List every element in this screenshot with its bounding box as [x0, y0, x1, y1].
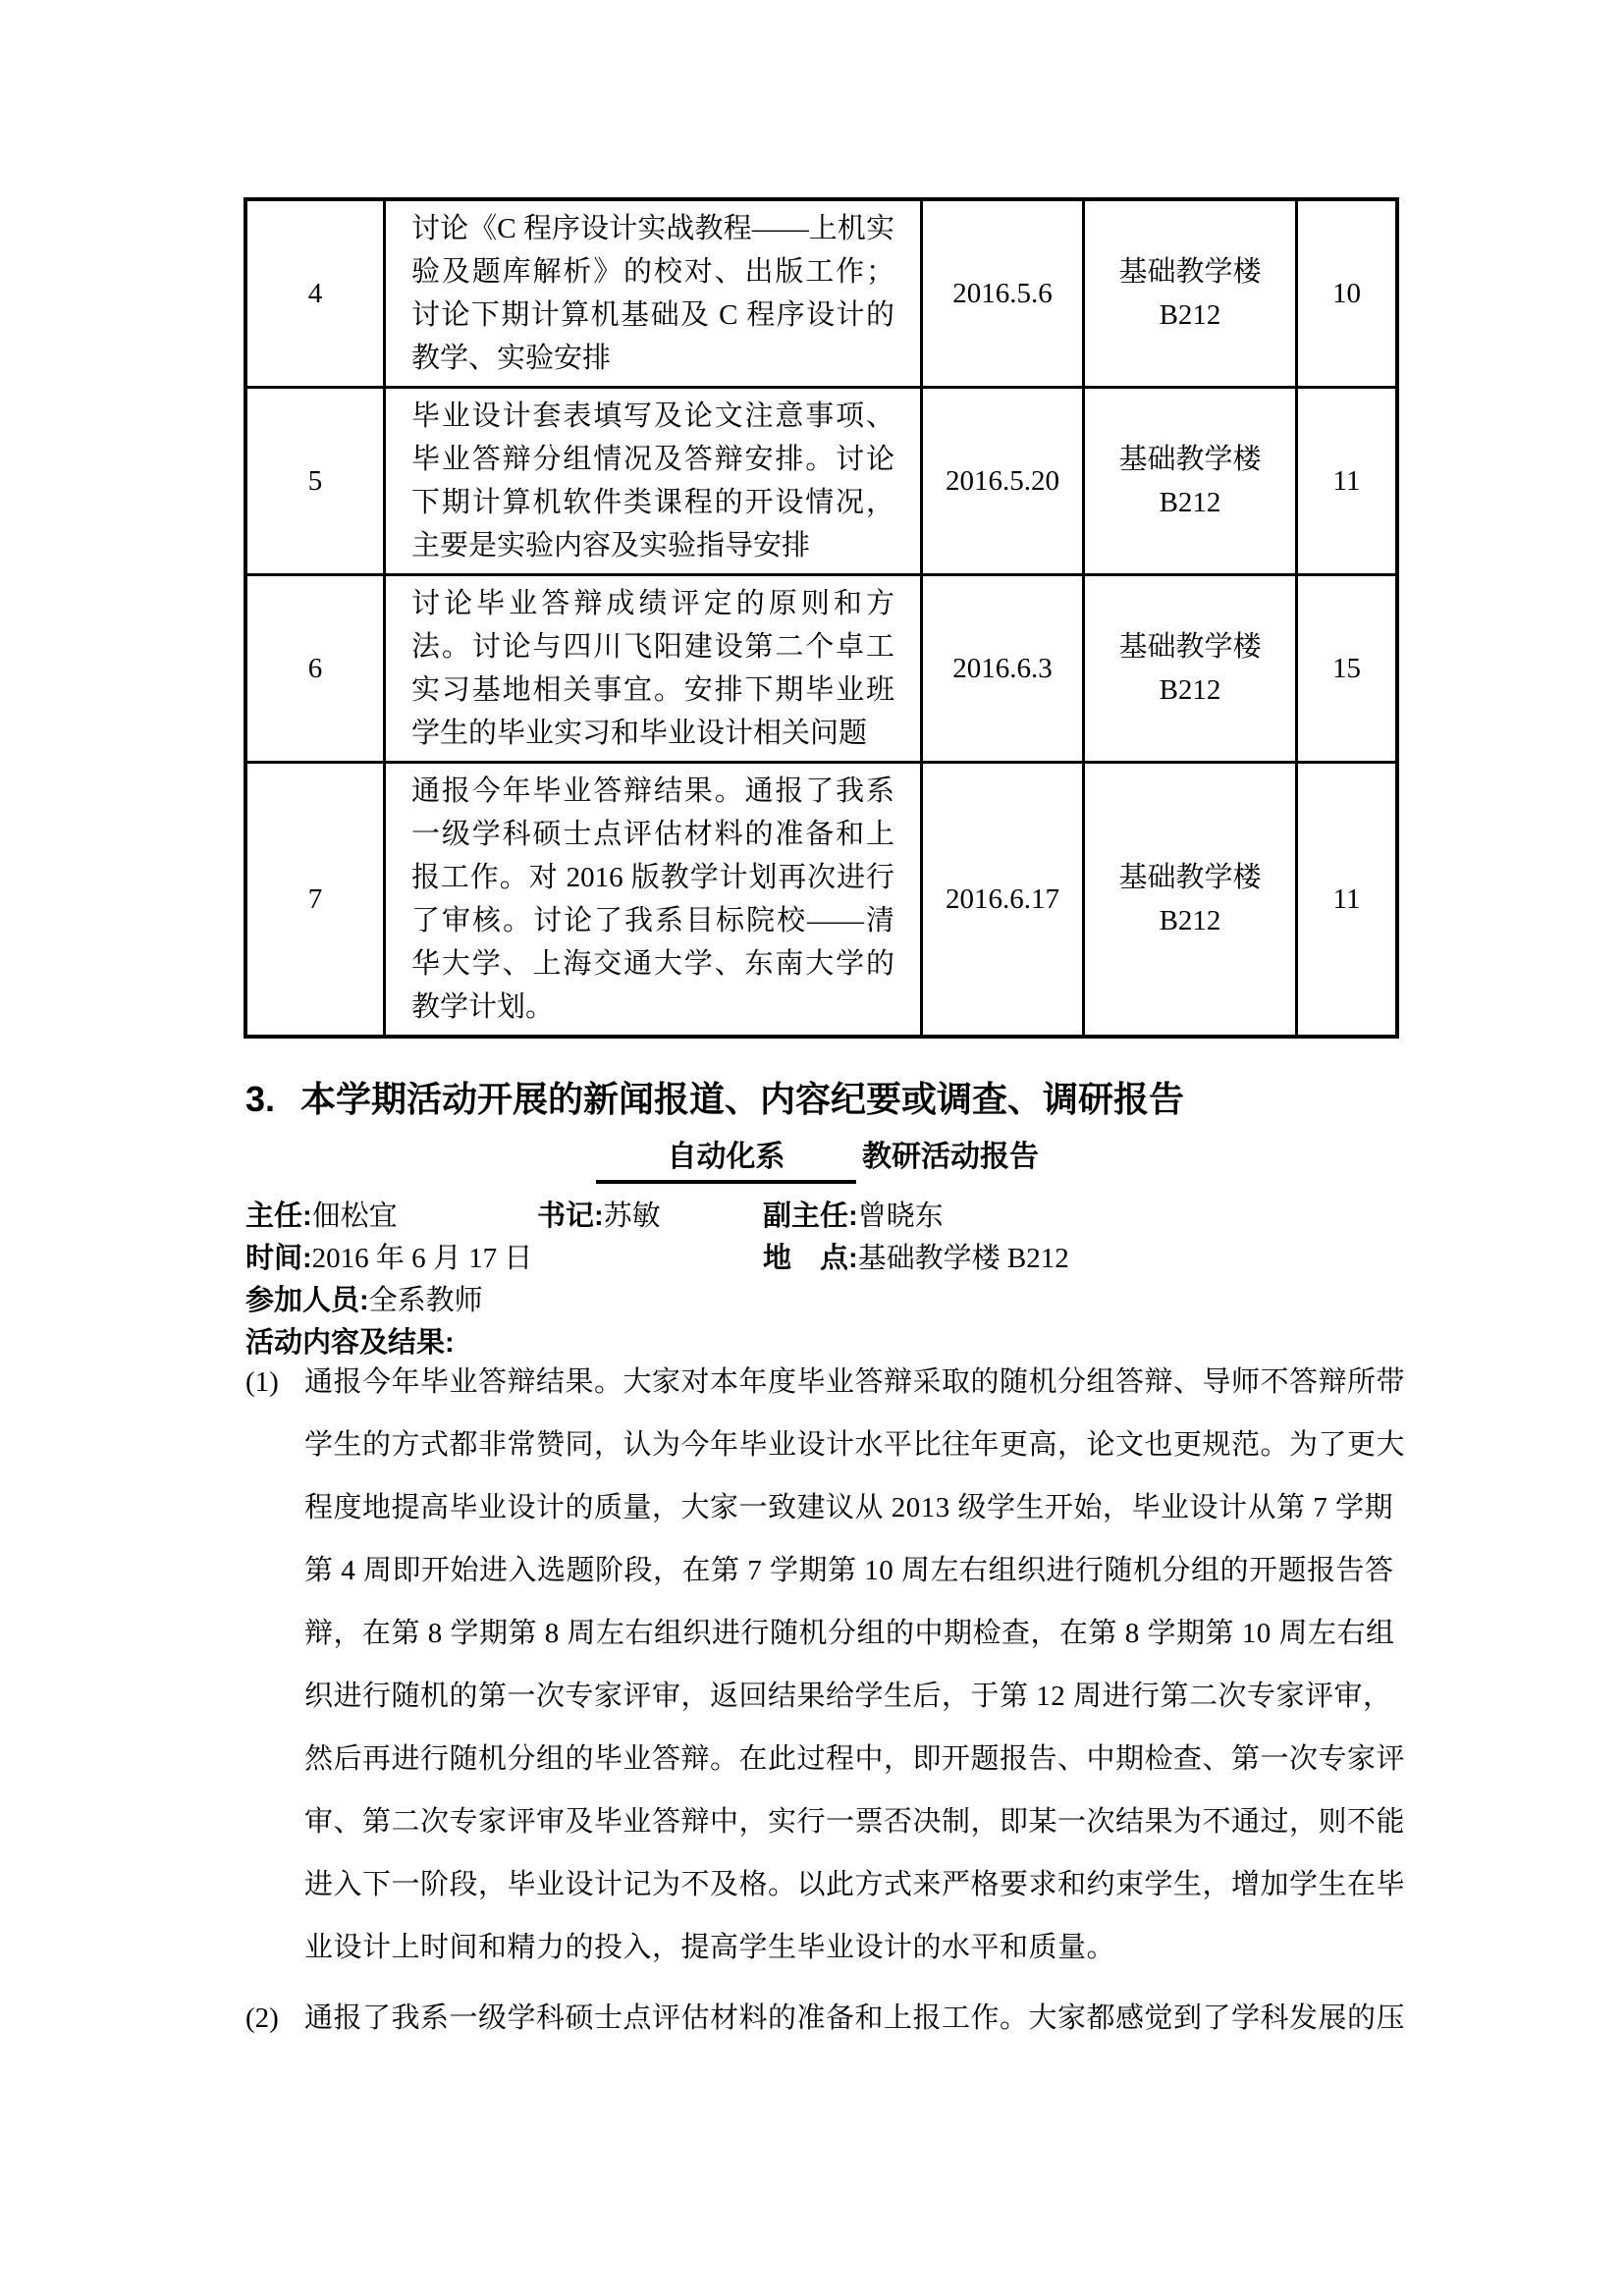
- meeting-date-cell: 2016.5.20: [922, 388, 1084, 575]
- section-heading: [245, 1076, 1184, 1123]
- paragraph-line: 织进行随机的第一次专家评审，返回结果给学生后，于第 12 周进行第二次专家评审，: [304, 1681, 1392, 1712]
- paragraph-line: 辩，在第 8 学期第 8 周左右组织进行随机分组的中期检查，在第 8 学期第 10 周左右组: [304, 1618, 1395, 1649]
- meta-participants: [245, 1280, 483, 1322]
- table-row: [245, 199, 1397, 388]
- paragraph-line: 通报今年毕业答辩结果。大家对本年度毕业答辩采取的随机分组答辩、导师不答辩所带: [304, 1366, 1406, 1398]
- paragraph-line: 进入下一阶段，毕业设计记为不及格。以此方式来严格要求和约束学生，增加学生在毕: [304, 1869, 1406, 1900]
- participants-label: 参加人员:: [245, 1285, 369, 1316]
- secretary-label: 书记:: [537, 1201, 604, 1232]
- table-row: [245, 763, 1397, 1038]
- meta-line-time-place: [245, 1238, 1384, 1280]
- deputy-value: 曾晓东: [857, 1201, 944, 1232]
- paragraph-line: 通报了我系一级学科硕士点评估材料的准备和上报工作。大家都感觉到了学科发展的压: [304, 2002, 1406, 2034]
- meeting-date-cell: 2016.6.17: [922, 763, 1084, 1038]
- director-value: 佃松宜: [311, 1201, 398, 1232]
- department-name-underlined: 自动化系: [596, 1137, 856, 1184]
- paragraph-line: 学生的方式都非常赞同，认为今年毕业设计水平比往年更高，论文也更规范。为了更大: [304, 1429, 1406, 1461]
- meta-place: [763, 1238, 1069, 1280]
- paragraph-line: 第 4 周即开始进入选题阶段，在第 7 学期第 10 周左右组织进行随机分组的开题报告答: [304, 1555, 1394, 1586]
- deputy-label: 副主任:: [763, 1201, 858, 1232]
- paragraph-line: 程度地提高毕业设计的质量，大家一致建议从 2013 级学生开始，毕业设计从第 7 学期: [304, 1492, 1394, 1523]
- report-header: [596, 1137, 1039, 1184]
- meeting-content-cell: 毕业设计套表填写及论文注意事项、毕业答辩分组情况及答辩安排。讨论下期计算机软件类课程的开设情况，主要是实验内容及实验指导安排: [385, 388, 922, 575]
- place-label: 地 点:: [763, 1243, 858, 1274]
- meeting-content-cell: 通报今年毕业答辩结果。通报了我系一级学科硕士点评估材料的准备和上报工作。对 2016 版教学计划再次进行了审核。讨论了我系目标院校——清华大学、上海交通大学、东南大学的教学计划。: [385, 763, 922, 1038]
- meeting-location-cell: 基础教学楼 B212: [1084, 388, 1297, 575]
- participants-value: 全系教师: [368, 1285, 483, 1316]
- meeting-log-table: [244, 197, 1399, 1039]
- paragraph-line: 业设计上时间和精力的投入，提高学生毕业设计的水平和质量。: [304, 1932, 1116, 1963]
- paragraph-line: 审、第二次专家评审及毕业答辩中，实行一票否决制，即某一次结果为不通过，则不能: [304, 1806, 1406, 1838]
- item-body: [304, 1987, 1406, 2050]
- meeting-number-cell: 5: [245, 388, 385, 575]
- meeting-date-cell: 2016.6.3: [922, 575, 1084, 763]
- director-label: 主任:: [245, 1201, 312, 1232]
- meeting-count-cell: 15: [1297, 575, 1398, 763]
- paragraph-line: 然后再进行随机分组的毕业答辩。在此过程中，即开题报告、中期检查、第一次专家评: [304, 1743, 1406, 1775]
- meeting-count-cell: 11: [1297, 763, 1398, 1038]
- table-row: [245, 388, 1397, 575]
- secretary-value: 苏敏: [603, 1201, 661, 1232]
- activity-item-2: [245, 1987, 1406, 2050]
- meeting-date-cell: 2016.5.6: [922, 199, 1084, 388]
- time-value: 2016 年 6 月 17 日: [311, 1243, 533, 1274]
- meeting-content-cell: 讨论《C 程序设计实战教程——上机实验及题库解析》的校对、出版工作；讨论下期计算机基础及 C 程序设计的教学、实验安排: [385, 199, 922, 388]
- meta-director: [245, 1196, 398, 1238]
- meeting-number-cell: 6: [245, 575, 385, 763]
- item-marker: (1): [245, 1366, 279, 1398]
- meta-line-people: [245, 1196, 1384, 1238]
- report-header-suffix: 教研活动报告: [862, 1141, 1039, 1173]
- meeting-count-cell: 11: [1297, 388, 1398, 575]
- section-title: 本学期活动开展的新闻报道、内容纪要或调查、调研报告: [300, 1079, 1185, 1119]
- meta-line-participants: [245, 1280, 1384, 1322]
- place-value: 基础教学楼 B212: [857, 1243, 1069, 1274]
- report-meta: [245, 1196, 1384, 1364]
- time-label: 时间:: [245, 1243, 312, 1274]
- meta-secretary: [537, 1196, 661, 1238]
- meeting-number-cell: 7: [245, 763, 385, 1038]
- section-number: 3.: [245, 1079, 276, 1119]
- meta-deputy: [763, 1196, 944, 1238]
- activity-item-1: [245, 1351, 1406, 1979]
- item-marker: (2): [245, 2002, 279, 2034]
- meeting-location-cell: 基础教学楼 B212: [1084, 575, 1297, 763]
- meeting-location-cell: 基础教学楼 B212: [1084, 763, 1297, 1038]
- meeting-location-cell: 基础教学楼 B212: [1084, 199, 1297, 388]
- item-body: [304, 1351, 1406, 1979]
- table-row: [245, 575, 1397, 763]
- meta-time: [245, 1238, 532, 1280]
- meeting-content-cell: 讨论毕业答辩成绩评定的原则和方法。讨论与四川飞阳建设第二个卓工实习基地相关事宜。安排下期毕业班学生的毕业实习和毕业设计相关问题: [385, 575, 922, 763]
- activity-results-label: 活动内容及结果:: [245, 1327, 455, 1359]
- meeting-count-cell: 10: [1297, 199, 1398, 388]
- meeting-number-cell: 4: [245, 199, 385, 388]
